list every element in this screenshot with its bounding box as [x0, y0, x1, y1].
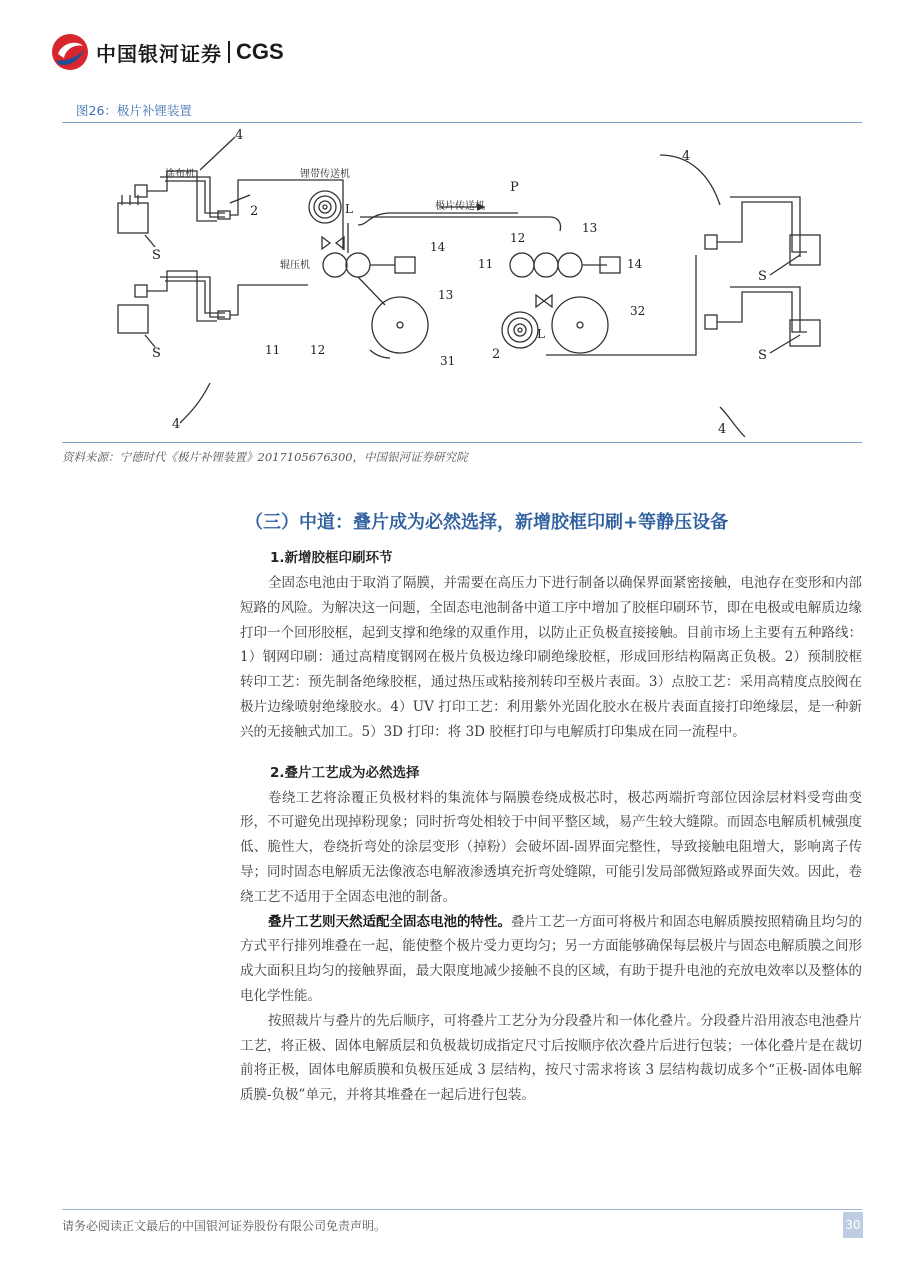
label-4-top-right: 4 — [682, 149, 691, 164]
label-31: 31 — [440, 354, 456, 368]
paragraph-4: 按照裁片与叠片的先后顺序，可将叠片工艺分为分段叠片和一体化叠片。分段叠片沿用液态电池叠片工艺，将正极、固体电解质层和负极裁切成指定尺寸后按顺序依次叠片后进行包装；一体化叠片是在裁切前将正极，固体电解质膜和负极压延成 3 层结构，按尺寸需求将该 3 层结构裁切成多个“正极-固体电解质膜-负极”单元，并将其堆叠在一起后进行包装。 — [240, 1012, 862, 1104]
label-13-left: 13 — [438, 288, 454, 302]
label-lithium-belt: 锂带传送机 — [300, 169, 350, 180]
label-coater: 涂布机 — [165, 169, 195, 180]
roller-right-c — [558, 253, 582, 277]
figure-source: 资料来源：宁德时代《极片补锂装置》2017105676300，中国银河证券研究院 — [62, 450, 468, 464]
label-electrode-conveyor: 极片传送机 — [435, 201, 485, 212]
right-bottom-coater-unit — [705, 287, 820, 346]
footer-rule — [62, 1209, 862, 1210]
figure-caption: 图26：极片补锂装置 — [76, 103, 192, 118]
roller-right-a — [510, 253, 534, 277]
label-14-right: 14 — [627, 257, 643, 271]
page-number: 30 — [843, 1212, 863, 1238]
label-4-bottom-left: 4 — [172, 417, 181, 432]
paragraph-1: 全固态电池由于取消了隔膜，并需要在高压力下进行制备以确保界面紧密接触，电池存在变形和内部短路的风险。为解决这一问题，全固态电池制备中道工序中增加了胶框印刷环节，即在电极或电解质边缘打印一个回形胶框，起到支撑和绝缘的双重作用，以防止正负极直接接触。目前市场上主要有五种路线：1）钢网印刷：通过高精度钢网在极片负极边缘印刷绝缘胶框，形成回形结构隔离正负极。2）预制胶框转印工艺：预先制备绝缘胶框，通过热压或粘接剂转印至极片表面。3）点胶工艺：采用高精度点胶阀在极片边缘喷射绝缘胶水。4）UV 打印工艺：利用紫外光固化胶水在极片表面直接打印绝缘层，是一种新兴的无接触式加工。5）3D 打印：将 3D 胶框打印与电解质打印集成在同一流程中。 — [240, 575, 862, 740]
brand-separator — [228, 41, 230, 63]
label-S-1: S — [152, 248, 161, 263]
paragraph-3-lead: 叠片工艺则天然适配全固态电池的特性。 — [268, 913, 511, 930]
subsection-heading-1: 1.新增胶框印刷环节 — [270, 550, 393, 566]
lithium-coil-right — [502, 312, 538, 348]
label-13-right: 13 — [582, 221, 598, 235]
label-L-left: L — [345, 202, 353, 216]
section-body — [240, 545, 862, 1108]
label-2-left: 2 — [250, 204, 259, 219]
paragraph-3 — [240, 910, 862, 1009]
label-12-right: 12 — [510, 231, 526, 245]
label-4-top-left: 4 — [235, 128, 244, 143]
figure-top-rule — [62, 122, 862, 123]
label-32: 32 — [630, 304, 646, 318]
label-S-3: S — [758, 269, 767, 284]
right-top-coater-unit — [705, 197, 820, 265]
label-12-left: 12 — [310, 343, 326, 357]
roller-right-b — [534, 253, 558, 277]
paragraph-3-rest: 叠片工艺一方面可将极片和固态电解质膜按照精确且均匀的方式平行排列堆叠在一起，能使整个极片受力更均匀；另一方面能够确保每层极片与固态电解质膜之间形成大面积且均匀的接触界面，最大限度地减少接触不良的区域，有助于提升电池的充放电效率以及整体的电化学性能。 — [240, 913, 862, 1004]
roller-left-b — [346, 253, 370, 277]
label-roller: 辊压机 — [280, 260, 310, 271]
label-2-right: 2 — [492, 347, 501, 362]
footer-disclaimer: 请务必阅读正文最后的中国银河证券股份有限公司免责声明。 — [62, 1219, 387, 1233]
label-S-2: S — [152, 346, 161, 361]
takeup-roll-31 — [372, 297, 428, 353]
path-P — [360, 217, 561, 231]
brand-name-en: CGS — [236, 39, 284, 64]
section-title: （三）中道：叠片成为必然选择，新增胶框印刷+等静压设备 — [245, 512, 729, 533]
lower-feed-path — [230, 285, 308, 315]
left-top-coater-unit — [118, 171, 230, 233]
label-11-right: 11 — [478, 257, 494, 271]
figure-bottom-rule — [62, 442, 862, 443]
brand-name-cn: 中国银河证券 — [96, 41, 222, 66]
electrode-lithium-supplement-diagram — [100, 125, 840, 437]
left-bottom-coater-unit — [118, 271, 230, 333]
roller-left-a — [323, 253, 347, 277]
label-4-bottom-right: 4 — [718, 422, 727, 437]
device-14-left — [395, 257, 415, 273]
label-L-right: L — [537, 327, 545, 341]
subsection-heading-2: 2.叠片工艺成为必然选择 — [270, 764, 420, 781]
takeup-roll-32 — [552, 297, 608, 353]
label-14-left: 14 — [430, 240, 446, 254]
lithium-coil-left — [309, 191, 341, 223]
label-S-4: S — [758, 348, 767, 363]
label-11-left: 11 — [265, 343, 281, 357]
header — [50, 30, 284, 74]
label-P: P — [510, 180, 519, 195]
paragraph-2: 卷绕工艺将涂覆正负极材料的集流体与隔膜卷绕成极芯时，极芯两端折弯部位因涂层材料受弯曲变形，不可避免出现掉粉现象；同时折弯处相较于中间平整区域，易产生较大缝隙。而固态电解质机械强度低、脆性大，卷绕折弯处的涂层变形（掉粉）会破坏固-固界面完整性，导致接触电阻增大，影响离子传导；同时固态电解质无法像液态电解液渗透填充折弯处缝隙，可能引发局部微短路或界面失效。因此，卷绕工艺不适用于全固态电池的制备。 — [240, 789, 862, 905]
cgs-logo-icon — [50, 32, 90, 72]
